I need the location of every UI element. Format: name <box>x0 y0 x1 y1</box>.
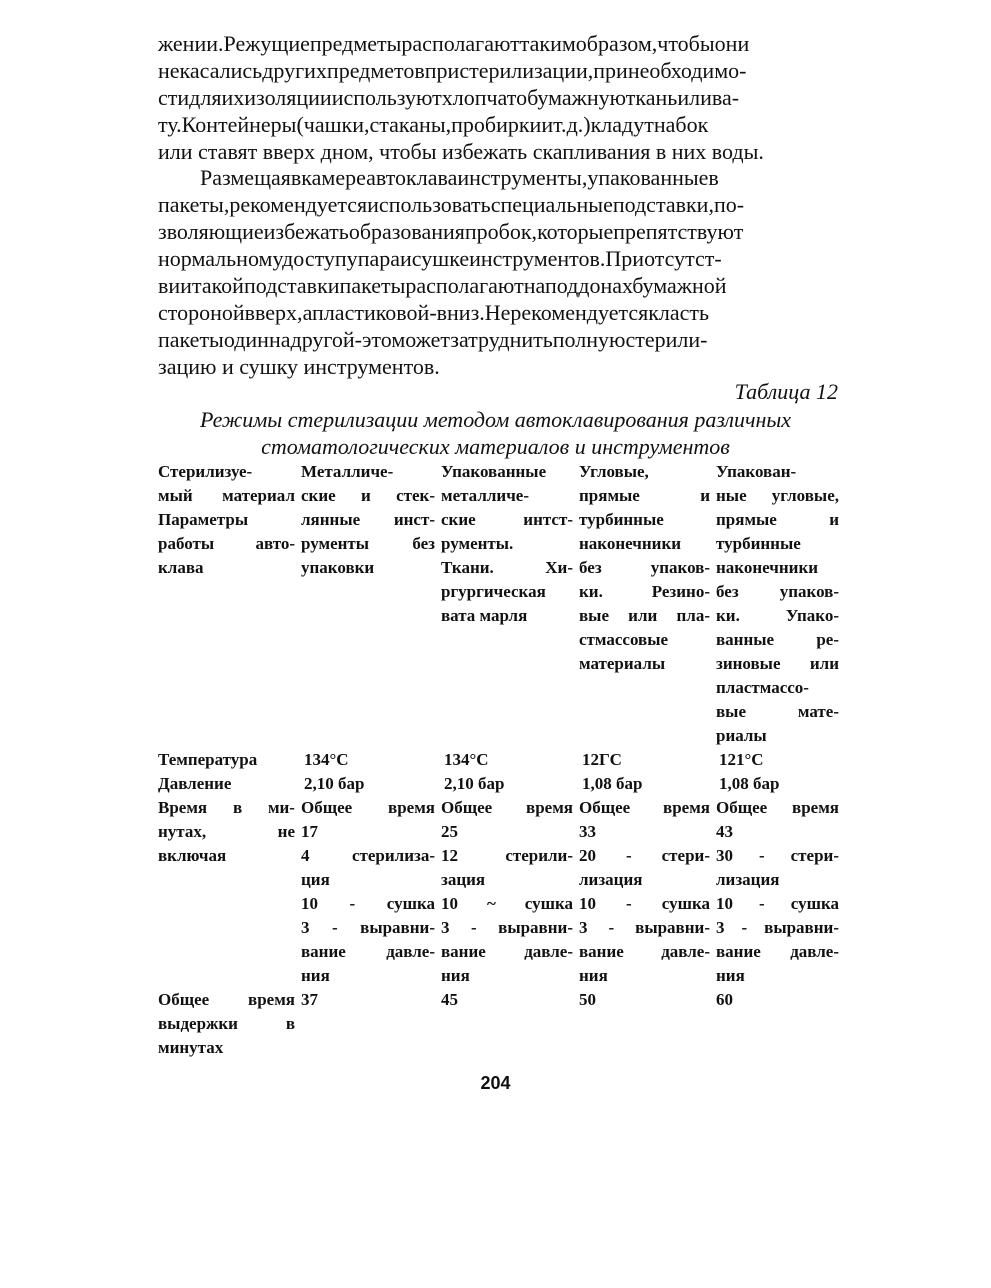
cell-line: турбинные <box>579 510 664 529</box>
cell-value: 121°С <box>719 750 764 769</box>
total-time-row <box>158 988 839 1060</box>
table-cell-packed-column <box>441 460 579 748</box>
cell-line: 17 <box>301 822 318 841</box>
cell-line: 30 - стери- <box>716 846 839 865</box>
cell-line: 25 <box>441 822 458 841</box>
paragraph-line: виитакойподставкипакетырасполагаютнаподдонахбумажной <box>158 273 727 298</box>
cell-line: 50 <box>579 990 596 1009</box>
cell-line: 37 <box>301 990 318 1009</box>
cell-line: наконечники <box>716 558 819 577</box>
table-cell-handpiece-column <box>579 772 716 796</box>
cell-line: наконечники <box>579 534 682 553</box>
cell-line: вание давле- <box>579 942 710 961</box>
cell-line: Металличе- <box>301 462 394 481</box>
table-cell-packed-handpiece-column <box>716 460 839 748</box>
paragraph-line: жении.Режущиепредметырасполагаюттакимобразом,чтобыони <box>158 31 750 56</box>
cell-line: без упаков- <box>716 582 839 601</box>
table-cell-parameter-column <box>158 748 301 772</box>
cell-line: 33 <box>579 822 596 841</box>
page-number: 204 <box>480 1073 511 1093</box>
cell-line: прямые и <box>579 486 710 505</box>
cell-line: включая <box>158 846 227 865</box>
paragraph-line: стидляихизоляциииспользуютхлопчатобумажнуютканьилива- <box>158 85 740 110</box>
cell-line: Стерилизуе- <box>158 462 253 481</box>
cell-line: вые мате- <box>716 702 839 721</box>
cell-line: лизация <box>579 870 643 889</box>
table-header-row <box>158 460 839 748</box>
table-cell-packed-column <box>441 748 579 772</box>
cell-line: прямые и <box>716 510 839 529</box>
cell-line: Общее время <box>441 798 573 817</box>
paragraph-line: пакетыодиннадругой-этоможетзатруднитьполнуюстерили- <box>158 327 708 352</box>
cell-line: 60 <box>716 990 733 1009</box>
table-cell-metal-unpacked-column <box>301 988 441 1060</box>
cell-value: 12ГС <box>582 750 622 769</box>
table-cell-handpiece-column <box>579 748 716 772</box>
cell-line: 10 ~ сушка <box>441 894 573 913</box>
table-cell-parameter-column <box>158 988 301 1060</box>
table-cell-packed-handpiece-column <box>716 988 839 1060</box>
table-cell-packed-handpiece-column <box>716 748 839 772</box>
cell-line: вание давле- <box>441 942 573 961</box>
cell-value: 2,10 бар <box>444 774 505 793</box>
table-cell-metal-unpacked-column <box>301 460 441 748</box>
table-cell-handpiece-column <box>579 460 716 748</box>
table-cell-metal-unpacked-column <box>301 796 441 988</box>
temperature-row <box>158 748 839 772</box>
cell-line: выдержки в <box>158 1014 295 1033</box>
table-cell-packed-handpiece-column <box>716 796 839 988</box>
cell-line: Общее время <box>158 990 295 1009</box>
table-title-line-1: Режимы стерилизации методом автоклавирования различных <box>199 407 792 432</box>
cell-line: 3 - выравни- <box>301 918 435 937</box>
cell-value: 134°С <box>304 750 349 769</box>
cell-line: без упаков- <box>579 558 710 577</box>
cell-line: 3 - выравни- <box>441 918 573 937</box>
table-cell-parameter-column <box>158 772 301 796</box>
paragraph-line: пакеты,рекомендуетсяиспользоватьспециальныеподставки,по- <box>158 192 745 217</box>
cell-line: ванные ре- <box>716 630 839 649</box>
paragraph-1 <box>158 30 839 165</box>
paragraph-line: ту.Контейнеры(чашки,стаканы,пробиркиит.д.)кладутнабок <box>158 112 709 137</box>
table-cell-handpiece-column <box>579 988 716 1060</box>
cell-line: зиновые или <box>716 654 839 673</box>
cell-line: рументы. <box>441 534 514 553</box>
cell-line: пластмассо- <box>716 678 809 697</box>
cell-line: Параметры <box>158 510 249 529</box>
cell-value: 2,10 бар <box>304 774 365 793</box>
cell-line: минутах <box>158 1038 224 1057</box>
cell-line: ргургическая <box>441 582 546 601</box>
cell-line: вание давле- <box>301 942 435 961</box>
cell-line: рументы без <box>301 534 435 553</box>
cell-line: стмассовые <box>579 630 669 649</box>
cell-line: лянные инст- <box>301 510 435 529</box>
cell-line: 20 - стери- <box>579 846 710 865</box>
cell-line: мый материал <box>158 486 295 505</box>
cell-line: вые или пла- <box>579 606 710 625</box>
paragraph-line: зволяющиеизбежатьобразованияпробок,которыепрепятствуют <box>158 219 744 244</box>
cell-line: Общее время <box>301 798 435 817</box>
cell-value: 1,08 бар <box>582 774 643 793</box>
cell-line: Упакованные <box>441 462 547 481</box>
cell-line: Время в ми- <box>158 798 295 817</box>
cell-line: 4 стерилиза- <box>301 846 435 865</box>
paragraph-line: нормальномудоступупараисушкеинструментов.Приотсутст- <box>158 246 722 271</box>
cell-value: Давление <box>158 774 232 793</box>
table-cell-packed-column <box>441 988 579 1060</box>
cell-line: ния <box>441 966 470 985</box>
cell-line: ные угловые, <box>716 486 839 505</box>
cell-line: 12 стерили- <box>441 846 573 865</box>
cell-line: нутах, не <box>158 822 295 841</box>
cell-line: ки. Резино- <box>579 582 710 601</box>
table-cell-metal-unpacked-column <box>301 748 441 772</box>
cell-line: вание давле- <box>716 942 839 961</box>
cell-line: ния <box>716 966 745 985</box>
table-label: Таблица 12 <box>734 379 838 404</box>
cell-line: лизация <box>716 870 780 889</box>
cell-line: Общее время <box>716 798 839 817</box>
cell-line: 3 - выравни- <box>716 918 839 937</box>
cell-line: металличе- <box>441 486 529 505</box>
table-cell-packed-handpiece-column <box>716 772 839 796</box>
cell-line: турбинные <box>716 534 801 553</box>
cell-line: ские и стек- <box>301 486 435 505</box>
cell-line: Угловые, <box>579 462 649 481</box>
cell-line: ния <box>579 966 608 985</box>
cell-line: 10 - сушка <box>579 894 710 913</box>
table-cell-parameter-column <box>158 796 301 988</box>
cell-line: 45 <box>441 990 458 1009</box>
table-cell-packed-column <box>441 796 579 988</box>
paragraph-line: Размещаявкамереавтоклаваинструменты,упакованныев <box>200 165 719 190</box>
cell-value: 134°С <box>444 750 489 769</box>
cell-line: 3 - выравни- <box>579 918 710 937</box>
time-row <box>158 796 839 988</box>
table-cell-parameter-column <box>158 460 301 748</box>
sterilization-table <box>158 460 839 1060</box>
paragraph-line: зацию и сушку инструментов. <box>158 354 440 379</box>
cell-line: работы авто- <box>158 534 295 553</box>
table-cell-handpiece-column <box>579 796 716 988</box>
cell-value: 1,08 бар <box>719 774 780 793</box>
cell-line: зация <box>441 870 486 889</box>
cell-line: 10 - сушка <box>716 894 839 913</box>
table-cell-packed-column <box>441 772 579 796</box>
cell-line: материалы <box>579 654 666 673</box>
paragraph-line: сторонойвверх,апластиковой-вниз.Нерекомендуетсякласть <box>158 300 710 325</box>
cell-line: риалы <box>716 726 767 745</box>
paragraph-2 <box>158 164 839 380</box>
cell-line: клава <box>158 558 204 577</box>
cell-line: ки. Упако- <box>716 606 839 625</box>
cell-line: Ткани. Хи- <box>441 558 573 577</box>
table-cell-metal-unpacked-column <box>301 772 441 796</box>
cell-line: упаковки <box>301 558 375 577</box>
cell-line: вата марля <box>441 606 528 625</box>
cell-line: ция <box>301 870 330 889</box>
cell-value: Температура <box>158 750 258 769</box>
cell-line: ния <box>301 966 330 985</box>
paragraph-line: некасалисьдругихпредметовпристерилизации,принеобходимо- <box>158 58 747 83</box>
cell-line: 43 <box>716 822 733 841</box>
cell-line: Упакован- <box>716 462 797 481</box>
cell-line: Общее время <box>579 798 710 817</box>
pressure-row <box>158 772 839 796</box>
table-title-line-2: стоматологических материалов и инструментов <box>261 434 730 459</box>
paragraph-line: или ставят вверх дном, чтобы избежать скапливания в них воды. <box>158 139 764 164</box>
cell-line: ские интст- <box>441 510 573 529</box>
cell-line: 10 - сушка <box>301 894 435 913</box>
